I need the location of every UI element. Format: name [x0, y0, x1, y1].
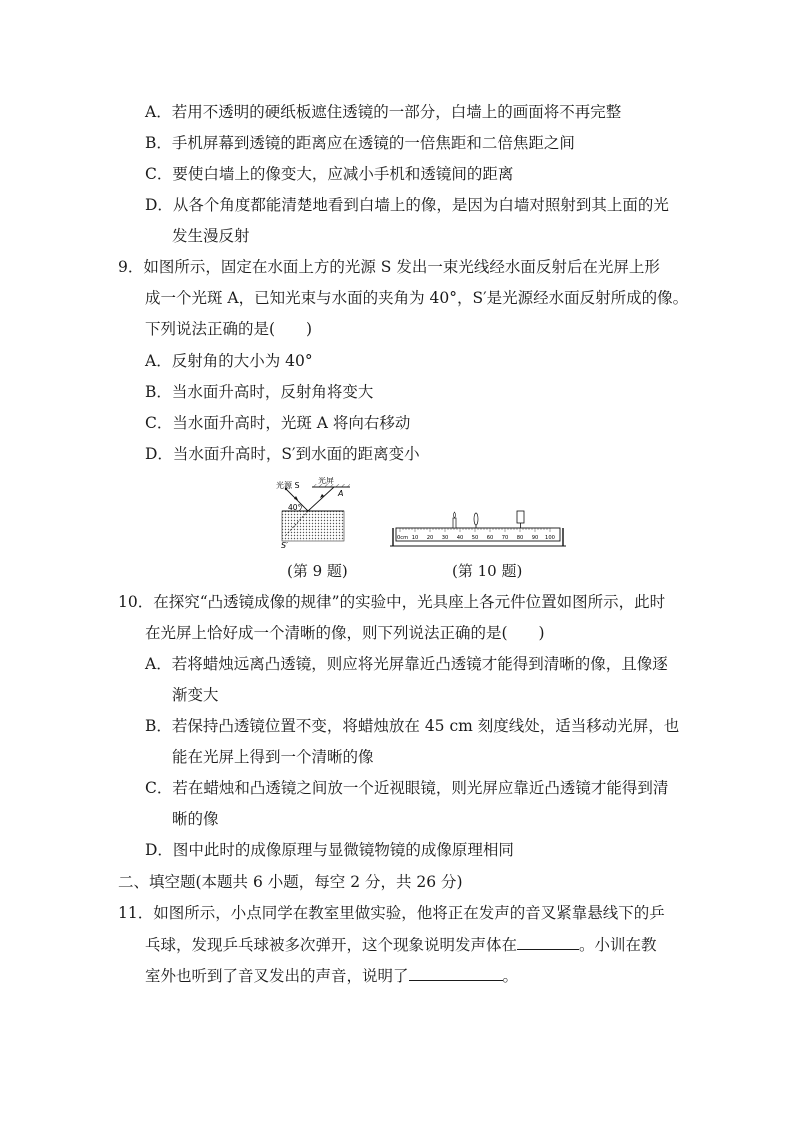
q9-stem-line2: 成一个光斑 A，已知光束与水面的夹角为 40°，S′是光源经水面反射所成的像。 — [145, 289, 689, 307]
q8-option-c: C．要使白墙上的像变大，应减小手机和透镜间的距离 — [145, 165, 514, 183]
section-heading: 二、填空题(本题共 6 小题，每空 2 分，共 26 分) — [118, 873, 463, 891]
q11-line3 — [145, 964, 518, 987]
q10-optical-bench-figure — [390, 500, 566, 552]
q11-answer-blank-2[interactable] — [409, 964, 503, 981]
convex-lens — [474, 513, 478, 525]
screen-label: 光屏 — [318, 477, 334, 485]
q9-stem-line3: 下列说法正确的是( ) — [145, 320, 313, 338]
q10-option-a-line2: 渐变大 — [172, 686, 219, 704]
ruler-tick-label: 40 — [456, 535, 464, 541]
source-label: 光源 S — [276, 481, 300, 490]
candle-flame — [454, 512, 456, 518]
q10-stem-line2: 在光屏上恰好成一个清晰的像，则下列说法正确的是( ) — [145, 624, 545, 642]
q9-option-d: D．当水面升高时，S′到水面的距离变小 — [145, 445, 420, 463]
q11-line3-text-b: 。 — [502, 967, 519, 985]
q10-option-b-line2: 能在光屏上得到一个清晰的像 — [172, 748, 374, 766]
q11-answer-blank-1[interactable] — [517, 933, 579, 950]
q11-line2-text-a: 乓球，发现乒乓球被多次弹开，这个现象说明发声体在 — [145, 936, 518, 954]
q10-option-c-line2: 晰的像 — [172, 810, 219, 828]
angle-label: 40° — [288, 503, 302, 512]
light-screen — [517, 511, 524, 523]
q11-line3-text-a: 室外也听到了音叉发出的声音，说明了 — [145, 967, 409, 985]
spot-label: A — [338, 489, 344, 498]
q8-option-a: A．若用不透明的硬纸板遮住透镜的一部分，白墙上的画面将不再完整 — [145, 103, 622, 121]
q9-reflection-figure — [272, 477, 354, 553]
candle — [453, 518, 456, 528]
ruler-tick-label: 0cm — [397, 535, 409, 541]
q11-line1: 11．如图所示，小点同学在教室里做实验，他将正在发声的音叉紧靠悬线下的乒 — [118, 904, 665, 922]
q10-option-a-line1: A．若将蜡烛远离凸透镜，则应将光屏靠近凸透镜才能得到清晰的像，且像逐 — [145, 655, 668, 673]
q11-line2-text-b: 。小训在教 — [579, 936, 657, 954]
ruler-tick-label: 50 — [471, 535, 479, 541]
image-label: S′ — [281, 541, 288, 550]
water-body — [282, 511, 344, 541]
ruler-tick-label: 20 — [426, 535, 434, 541]
ruler-tick-label: 60 — [486, 535, 494, 541]
q9-stem-line1: 9．如图所示，固定在水面上方的光源 S 发出一束光线经水面反射后在光屏上形 — [118, 258, 660, 276]
q8-option-b: B．手机屏幕到透镜的距离应在透镜的一倍焦距和二倍焦距之间 — [145, 134, 575, 152]
q10-option-b-line1: B．若保持凸透镜位置不变，将蜡烛放在 45 cm 刻度线处，适当移动光屏，也 — [145, 717, 680, 735]
q9-option-b: B．当水面升高时，反射角将变大 — [145, 383, 374, 401]
q9-option-c: C．当水面升高时，光斑 A 将向右移动 — [145, 414, 411, 432]
ruler-tick-label: 90 — [531, 535, 539, 541]
q8-option-d-line1: D．从各个角度都能清楚地看到白墙上的像，是因为白墙对照射到其上面的光 — [145, 196, 669, 214]
reflected-ray — [308, 487, 334, 511]
ruler-tick-label: 70 — [501, 535, 509, 541]
q8-option-d-line2: 发生漫反射 — [172, 227, 250, 245]
ruler-tick-label: 10 — [411, 535, 419, 541]
ruler-tick-label: 80 — [516, 535, 524, 541]
reflected-arrow — [320, 494, 324, 498]
q9-caption: (第 9 题) — [287, 562, 348, 580]
q10-option-d: D．图中此时的成像原理与显微镜物镜的成像原理相同 — [145, 841, 514, 859]
q10-stem-line1: 10．在探究“凸透镜成像的规律”的实验中，光具座上各元件位置如图所示，此时 — [118, 593, 666, 611]
q9-option-a: A．反射角的大小为 40° — [145, 352, 313, 370]
ruler-tick-label: 30 — [441, 535, 449, 541]
q10-option-c-line1: C．若在蜡烛和凸透镜之间放一个近视眼镜，则光屏应靠近凸透镜才能得到清 — [145, 779, 669, 797]
q11-line2 — [145, 933, 657, 956]
ruler-tick-label: 100 — [545, 535, 555, 541]
q10-caption: (第 10 题) — [452, 562, 523, 580]
